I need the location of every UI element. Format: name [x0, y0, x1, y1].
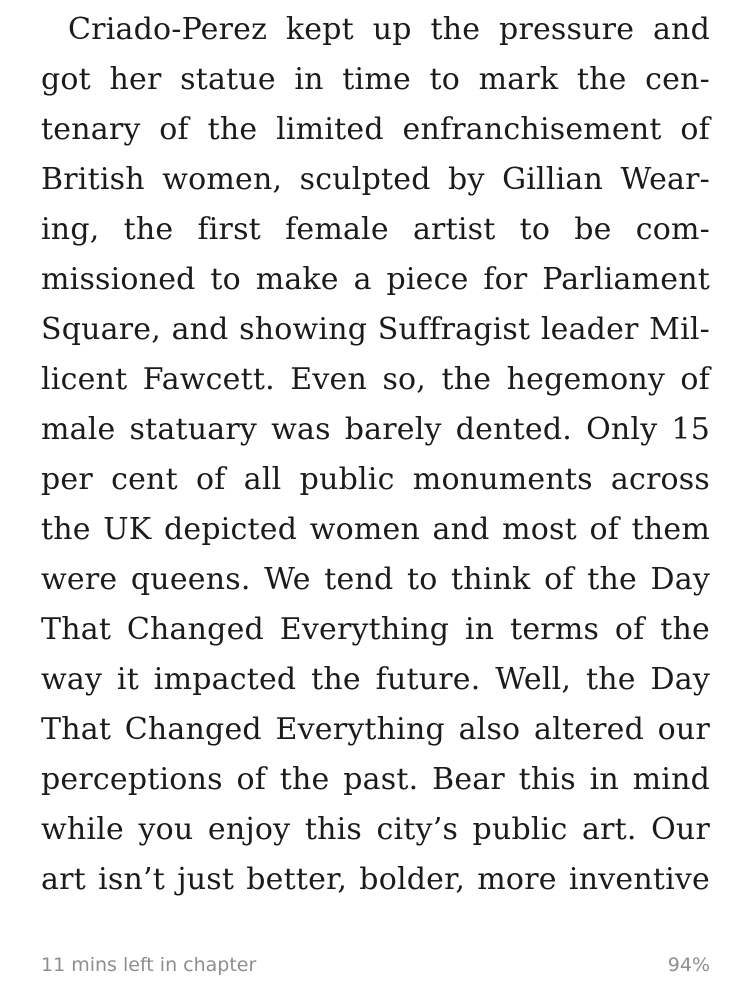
text-line: That Changed Everything in terms of the	[41, 612, 710, 647]
text-line: male statuary was barely dented. Only 15	[41, 412, 710, 447]
reading-footer	[41, 952, 710, 978]
text-line: way it impacted the future. Well, the Day	[41, 662, 710, 697]
time-left-in-chapter[interactable]: 11 mins left in chapter	[41, 954, 257, 976]
text-line: That Changed Everything also altered our	[41, 712, 710, 747]
text-line: per cent of all public monuments across	[41, 462, 710, 497]
text-line: ing, the first female artist to be com-	[41, 212, 710, 247]
text-line: perceptions of the past. Bear this in mind	[41, 762, 710, 797]
text-line: the UK depicted women and most of them	[41, 512, 710, 547]
text-line: while you enjoy this city’s public art. Our	[41, 812, 710, 847]
text-line: Criado-Perez kept up the pressure and	[68, 12, 710, 47]
text-line: British women, sculpted by Gillian Wear-	[41, 162, 710, 197]
text-line: licent Fawcett. Even so, the hegemony of	[41, 362, 710, 397]
text-line: were queens. We tend to think of the Day	[41, 562, 710, 597]
reading-progress[interactable]: 94%	[667, 954, 710, 976]
text-line: Square, and showing Suffragist leader Mil-	[41, 312, 710, 347]
text-line: got her statue in time to mark the cen-	[41, 62, 710, 97]
text-line: missioned to make a piece for Parliament	[41, 262, 710, 297]
text-line: art isn’t just better, bolder, more inventive	[41, 862, 710, 897]
text-line: tenary of the limited enfranchisement of	[41, 112, 710, 147]
body-text	[41, 5, 710, 905]
